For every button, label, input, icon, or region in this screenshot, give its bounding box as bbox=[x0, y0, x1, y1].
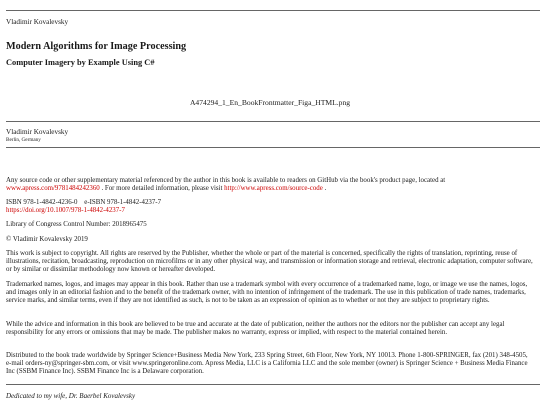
source-code-text: Any source code or other supplementary material referenced by the author in this book is available to readers on GitHub via the book's product page, located at bbox=[6, 177, 446, 184]
section-rule bbox=[6, 384, 540, 385]
isbn-block bbox=[6, 199, 534, 215]
book-title: Modern Algorithms for Image Processing bbox=[6, 41, 187, 52]
affiliation-name: Vladimir Kovalevsky bbox=[6, 128, 69, 136]
section-rule bbox=[6, 121, 540, 122]
dedication: Dedicated to my wife, Dr. Baerbel Kovalevsky bbox=[6, 392, 136, 400]
affiliation-place: Berlin, Germany bbox=[6, 137, 41, 143]
rights-paragraph: This work is subject to copyright. All rights are reserved by the Publisher, whether the whole or part of the material is concerned, specifically the rights of translation, reprinting, reuse of illustrations, recitation, broadcasting, reproduction on microfilms or in any other physical way, and transmission or information storage and retrieval, electronic adaptation, computer software, or by similar or dissimilar methodology now known or hereafter developed. bbox=[6, 250, 533, 274]
isbn-ebook: e-ISBN 978-1-4842-4237-7 bbox=[84, 199, 162, 206]
section-rule bbox=[6, 147, 540, 148]
top-rule bbox=[6, 10, 540, 11]
source-code-text: . bbox=[322, 185, 327, 193]
source-code-text: . For more detailed information, please visit bbox=[99, 185, 225, 193]
product-page-link[interactable]: www.apress.com/9781484242360 bbox=[6, 185, 100, 193]
book-subtitle: Computer Imagery by Example Using C# bbox=[6, 58, 155, 67]
figure-filename: A474294_1_En_BookFrontmatter_Figa_HTML.png bbox=[189, 98, 351, 107]
distribution-paragraph: Distributed to the book trade worldwide by Springer Science+Business Media New York, 233 Spring Street, 6th Floor, New York, NY 10013. Phone 1-800-SPRINGER, fax (201) 348-4505, e-mail orders-ny@springer-sbm.com, or visit www.springeronline.com. Apress Media, LLC is a California LLC and the sole member (owner) is Springer Science + Business Media Finance Inc (SSBM Finance Inc). SSBM Finance Inc is a Delaware corporation. bbox=[6, 352, 528, 376]
trademark-paragraph: Trademarked names, logos, and images may appear in this book. Rather than use a trademark symbol with every occurrence of a trademarked name, logo, or image we use the names, logos, and images only in an editorial fashion and to the benefit of the trademark owner, with no intention of infringement of the trademark. The use in this publication of trade names, trademarks, service marks, and similar terms, even if they are not identified as such, is not to be taken as an expression of opinion as to whether or not they are subject to proprietary rights. bbox=[6, 281, 528, 305]
isbn-print: ISBN 978-1-4842-4236-0 bbox=[6, 199, 78, 206]
disclaimer-paragraph: While the advice and information in this book are believed to be true and accurate at the date of publication, neither the authors nor the editors nor the publisher can accept any legal responsibility for any errors or omissions that may be made. The publisher makes no warranty, express or implied, with respect to the material contained herein. bbox=[6, 321, 505, 337]
source-code-link[interactable]: http://www.apress.com/source-code bbox=[224, 185, 323, 193]
doi-link[interactable]: https://doi.org/10.1007/978-1-4842-4237-7 bbox=[6, 207, 125, 215]
source-code-paragraph bbox=[6, 177, 534, 193]
lccn: Library of Congress Control Number: 2018965475 bbox=[6, 221, 147, 228]
copyright-line: © Vladimir Kovalevsky 2019 bbox=[6, 236, 88, 243]
author-name: Vladimir Kovalevsky bbox=[6, 18, 69, 26]
